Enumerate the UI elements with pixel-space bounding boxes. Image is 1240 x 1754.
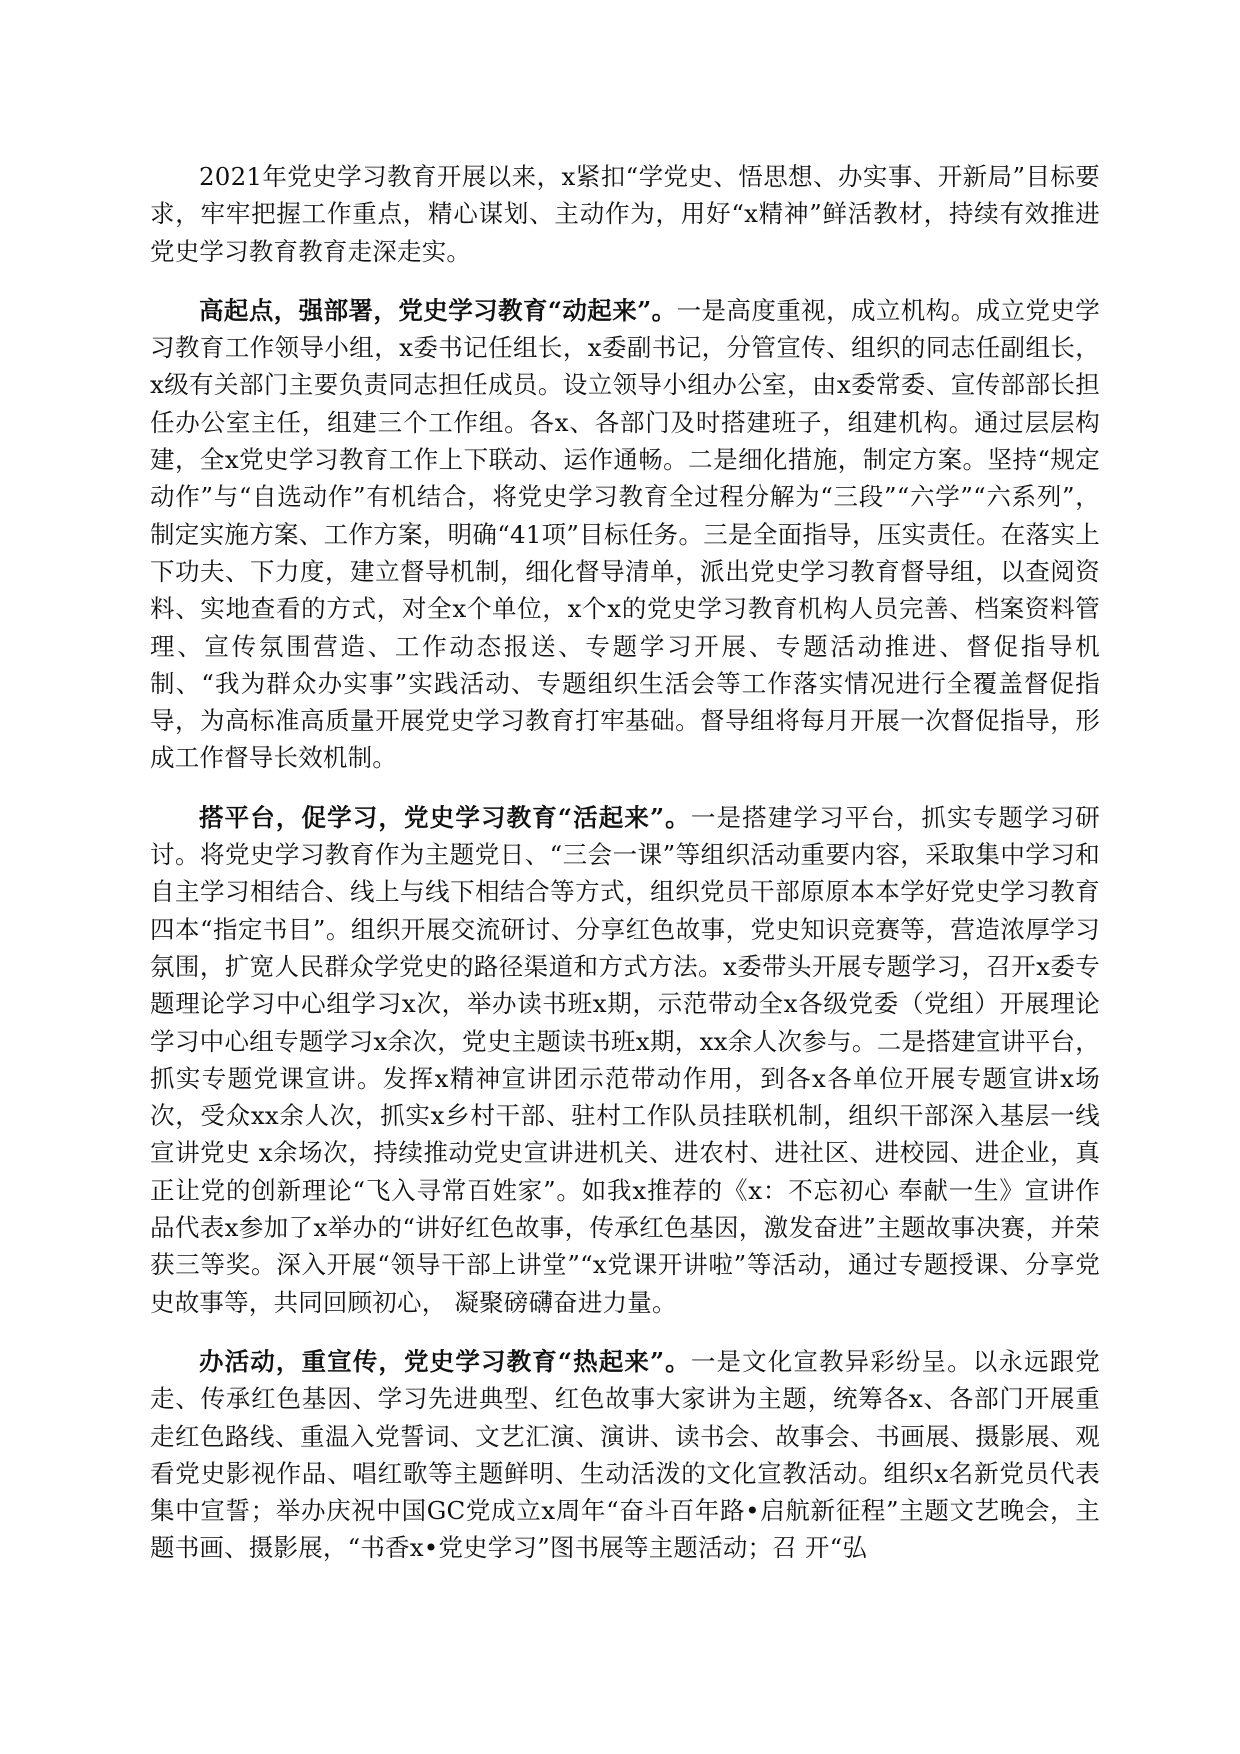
intro-paragraph: [150, 158, 1100, 270]
section-paragraph-deployment: [150, 292, 1100, 777]
section-heading-deployment: 高起点，强部署，党史学习教育“动起来”。: [199, 295, 677, 325]
section-heading-activities: 办活动，重宣传，党史学习教育“热起来”。: [199, 1346, 691, 1376]
intro-paragraph-body: 2021年党史学习教育开展以来，x紧扣“学党史、悟思想、办实事、开新局”目标要求，牢牢把握工作重点，精心谋划、主动作为，用好“x精神”鲜活教材，持续有效推进党史学习教育教育走深走实。: [150, 162, 1100, 266]
section-paragraph-platform: [150, 799, 1100, 1321]
section-paragraph-activities: [150, 1343, 1100, 1567]
section-body-activities: 一是文化宣教异彩纷呈。以永远跟党走、传承红色基因、学习先进典型、红色故事大家讲为主题，统筹各x、各部门开展重走红色路线、重温入党誓词、文艺汇演、演讲、读书会、故事会、书画展、摄影展、观看党史影视作品、唱红歌等主题鲜明、生动活泼的文化宣教活动。组织x名新党员代表集中宣誓；举办庆祝中国GC党成立x周年“奋斗百年路•启航新征程”主题文艺晚会，主题书画、摄影展，“书香x•党史学习”图书展等主题活动；召 开“弘: [150, 1346, 1101, 1563]
section-body-deployment: 一是高度重视，成立机构。成立党史学习教育工作领导小组，x委书记任组长，x委副书记，分管宣传、组织的同志任副组长，x级有关部门主要负责同志担任成员。设立领导小组办公室，由x委常委、宣传部部长担任办公室主任，组建三个工作组。各x、各部门及时搭建班子，组建机构。通过层层构建，全x党史学习教育工作上下联动、运作通畅。二是细化措施，制定方案。坚持“规定动作”与“自选动作”有机结合，将党史学习教育全过程分解为“三段”“六学”“六系列”，制定实施方案、工作方案，明确“41项”目标任务。三是全面指导，压实责任。在落实上下功夫、下力度，建立督导机制，细化督导清单，派出党史学习教育督导组，以查阅资料、实地查看的方式，对全x个单位，x个x的党史学习教育机构人员完善、档案资料管理、宣传氛围营造、工作动态报送、专题学习开展、专题活动推进、督促指导机制、“我为群众办实事”实践活动、专题组织生活会等工作落实情况进行全覆盖督促指导，为高标准高质量开展党史学习教育打牢基础。督导组将每月开展一次督促指导，形成工作督导长效机制。: [150, 295, 1100, 773]
section-heading-platform: 搭平台，促学习，党史学习教育“活起来”。: [199, 802, 691, 832]
section-body-platform: 一是搭建学习平台，抓实专题学习研讨。将党史学习教育作为主题党日、“三会一课”等组织活动重要内容，采取集中学习和自主学习相结合、线上与线下相结合等方式，组织党员干部原原本本学好党史学习教育四本“指定书目”。组织开展交流研讨、分享红色故事，党史知识竞赛等，营造浓厚学习氛围，扩宽人民群众学党史的路径渠道和方式方法。x委带头开展专题学习，召开x委专题理论学习中心组学习x次，举办读书班x期，示范带动全x各级党委（党组）开展理论学习中心组专题学习x余次，党史主题读书班x期，xx余人次参与。二是搭建宣讲平台，抓实专题党课宣讲。发挥x精神宣讲团示范带动作用，到各x各单位开展专题宣讲x场次，受众xx余人次，抓实x乡村干部、驻村工作队员挂联机制，组织干部深入基层一线宣讲党史 x余场次，持续推动党史宣讲进机关、进农村、进社区、进校园、进企业，真正让党的创新理论“飞入寻常百姓家”。如我x推荐的《x：不忘初心 奉献一生》宣讲作品代表x参加了x举办的“讲好红色故事，传承红色基因，激发奋进”主题故事决赛，并荣获三等奖。深入开展“领导干部上讲堂”“x党课开讲啦”等活动，通过专题授课、分享党史故事等，共同回顾初心， 凝聚磅礴奋进力量。: [150, 802, 1101, 1317]
